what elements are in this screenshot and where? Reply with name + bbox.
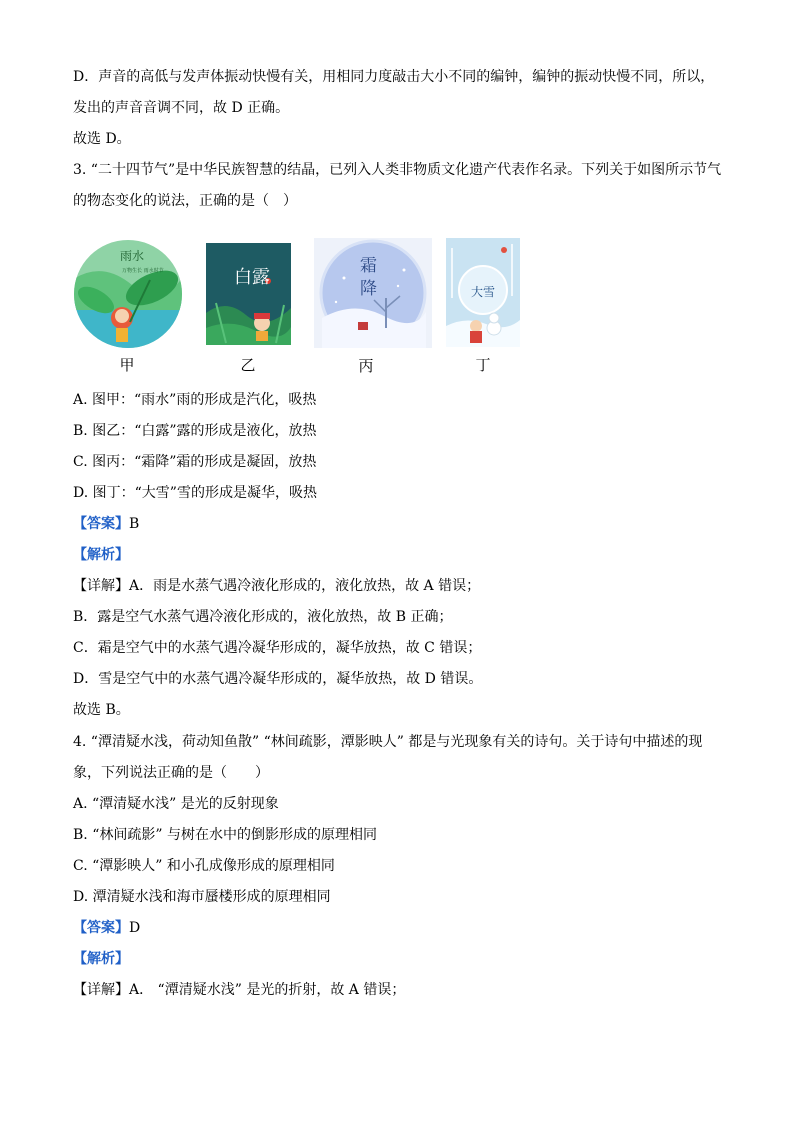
q4-option-c: C. “潭影映人” 和小孔成像形成的原理相同: [73, 858, 335, 874]
q3-answer-value: B: [129, 516, 140, 532]
caption-jia: 甲: [119, 356, 135, 374]
q3-detail-a: A．雨是水蒸气遇冷液化形成的，液化放热，故 A 错误；: [129, 578, 481, 594]
shuangjiang-char2: 降: [360, 279, 377, 299]
q3-detail-line: [73, 576, 480, 596]
prev-conclusion: 故选 D。: [73, 131, 131, 147]
q4-answer-tag: 【答案】: [73, 920, 129, 936]
q3-option-c: C. 图丙：“霜降”霜的形成是凝固，放热: [73, 454, 317, 470]
q4-stem-line2: 象，下列说法正确的是（ ）: [73, 765, 269, 781]
q4-detail-tag: 【详解】: [73, 982, 129, 998]
q3-detail-tag: 【详解】: [73, 578, 129, 594]
q4-stem-line1: 4. “潭清疑水浅，荷动知鱼散” “林间疏影，潭影映人” 都是与光现象有关的诗句。关于诗句中描述的现: [73, 734, 703, 750]
daxue-label: 大雪: [471, 285, 496, 299]
solar-term-image-daxue: [446, 238, 520, 347]
q4-answer-line: [73, 918, 140, 938]
caption-ding: 丁: [475, 356, 491, 374]
q3-analysis-line: [73, 545, 129, 565]
yushui-label: 雨水: [120, 249, 145, 263]
q3-option-d: D. 图丁：“大雪”雪的形成是凝华，吸热: [73, 485, 317, 501]
q3-answer-tag: 【答案】: [73, 516, 129, 532]
q3-detail-b: B．露是空气水蒸气遇冷液化形成的，液化放热，故 B 正确；: [73, 609, 453, 625]
bailu-label: 白露: [234, 267, 270, 288]
yushui-sublabel: 万物生长 雨水时节: [122, 268, 164, 274]
q4-option-b: B. “林间疏影” 与树在水中的倒影形成的原理相同: [73, 827, 377, 843]
solar-term-image-shuangjiang: [314, 238, 432, 348]
caption-bing: 丙: [358, 357, 374, 375]
q4-analysis-line: [73, 949, 129, 969]
solar-term-image-bailu: [206, 243, 291, 345]
prev-answer-line2: 发出的声音音调不同，故 D 正确。: [73, 100, 290, 116]
q3-detail-d: D．雪是空气中的水蒸气遇冷凝华形成的，凝华放热，故 D 错误。: [73, 671, 483, 687]
q4-detail-a: A． “潭清疑水浅” 是光的折射，故 A 错误；: [129, 982, 406, 998]
solar-term-image-yushui: [72, 240, 184, 348]
q4-option-d: D. 潭清疑水浅和海市蜃楼形成的原理相同: [73, 889, 331, 905]
q3-conclusion: 故选 B。: [73, 702, 130, 718]
q4-detail-line: [73, 980, 405, 1000]
q3-analysis-tag: 【解析】: [73, 547, 129, 563]
shuangjiang-char1: 霜: [360, 256, 377, 276]
q3-answer-line: [73, 514, 139, 534]
q3-stem-line2: 的物态变化的说法，正确的是（ ）: [73, 193, 297, 209]
q3-detail-c: C．霜是空气中的水蒸气遇冷凝华形成的，凝华放热，故 C 错误；: [73, 640, 482, 656]
q4-analysis-tag: 【解析】: [73, 951, 129, 967]
q3-option-a: A. 图甲：“雨水”雨的形成是汽化，吸热: [73, 392, 317, 408]
q4-answer-value: D: [129, 920, 141, 936]
q4-option-a: A. “潭清疑水浅” 是光的反射现象: [73, 796, 279, 812]
prev-answer-line1: D．声音的高低与发声体振动快慢有关，用相同力度敲击大小不同的编钟，编钟的振动快慢不同，所以，: [73, 69, 715, 85]
caption-yi: 乙: [240, 356, 256, 374]
q3-stem-line1: 3. “二十四节气”是中华民族智慧的结晶，已列入人类非物质文化遗产代表作名录。下列关于如图所示节气: [73, 162, 722, 178]
q3-option-b: B. 图乙：“白露”露的形成是液化，放热: [73, 423, 317, 439]
